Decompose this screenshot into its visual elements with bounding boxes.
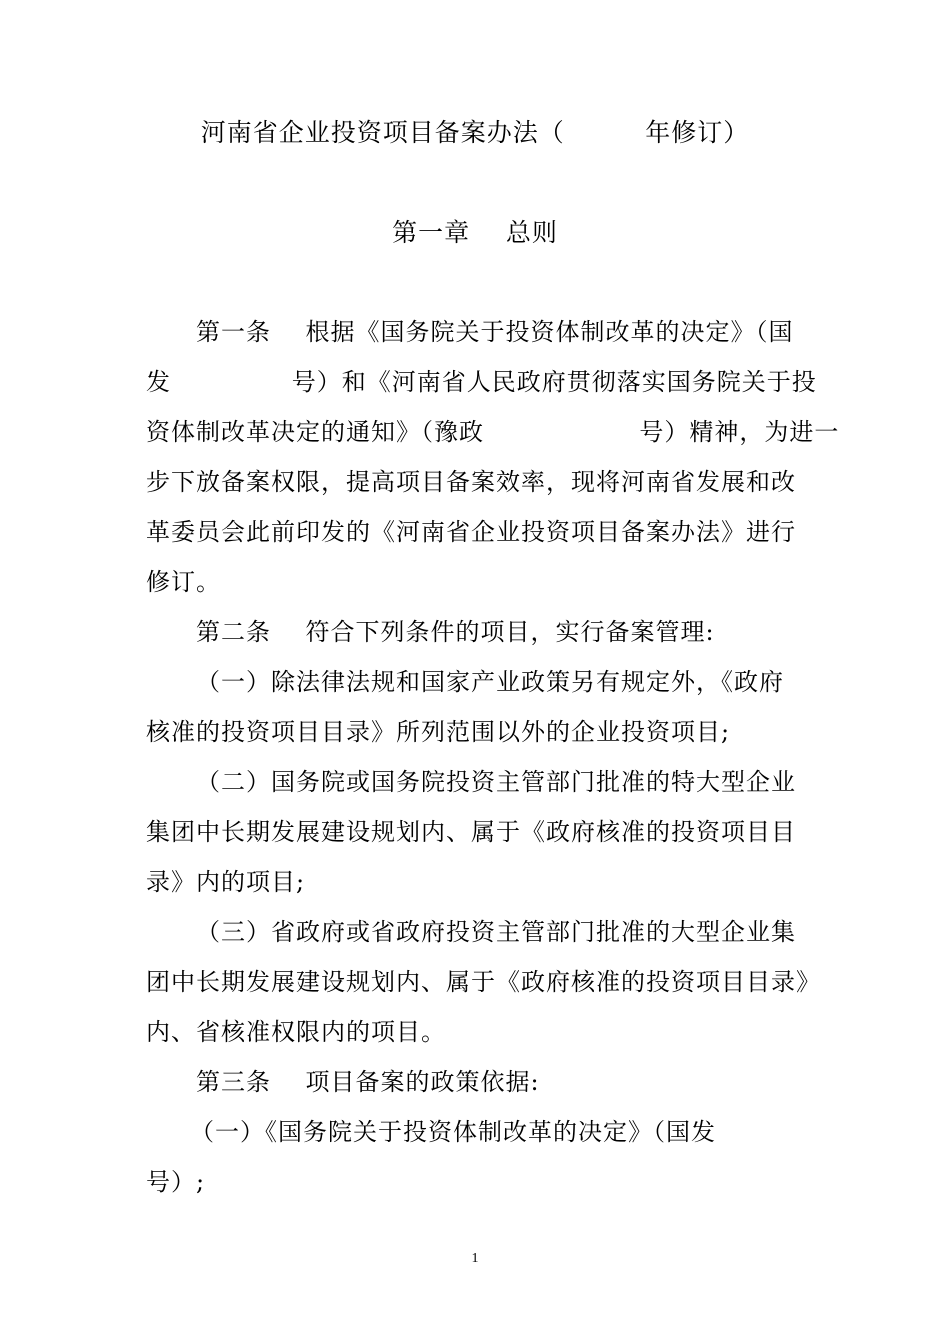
paragraph-line: 资体制改革决定的通知》（豫政 号）精神，为进一	[146, 418, 840, 446]
paragraph-line: 团中长期发展建设规划内、属于《政府核准的投资项目目录》	[146, 968, 821, 996]
paragraph-line: 录》内的项目;	[146, 868, 306, 896]
chapter-heading: 第一章 总则	[392, 218, 558, 247]
paragraph-line: 核准的投资项目目录》所列范围以外的企业投资项目;	[146, 718, 731, 746]
paragraph-line: 发 号）和《河南省人民政府贯彻落实国务院关于投	[146, 368, 817, 396]
paragraph-line: 第二条 符合下列条件的项目，实行备案管理:	[196, 618, 715, 646]
paragraph-line: （一）除法律法规和国家产业政策另有规定外，《政府	[196, 668, 784, 696]
paragraph-line: 第一条 根据《国务院关于投资体制改革的决定》（国	[196, 318, 794, 346]
page-number: 1	[471, 1251, 479, 1266]
paragraph-line: （二）国务院或国务院投资主管部门批准的特大型企业	[196, 768, 796, 796]
paragraph-line: 第三条 项目备案的政策依据:	[196, 1068, 540, 1096]
paragraph-line: （一）《国务院关于投资体制改革的决定》（国发	[190, 1118, 716, 1146]
paragraph-line: 革委员会此前印发的《河南省企业投资项目备案办法》进行	[146, 518, 796, 546]
paragraph-line: 集团中长期发展建设规划内、属于《政府核准的投资项目目	[146, 818, 796, 846]
document-title: 河南省企业投资项目备案办法（ 年修订）	[200, 118, 750, 147]
paragraph-line: 内、省核准权限内的项目。	[146, 1018, 446, 1046]
paragraph-line: （三）省政府或省政府投资主管部门批准的大型企业集	[196, 918, 796, 946]
paragraph-line: 号）;	[146, 1168, 206, 1196]
paragraph-line: 步下放备案权限，提高项目备案效率，现将河南省发展和改	[146, 468, 796, 496]
paragraph-line: 修订。	[146, 568, 221, 596]
